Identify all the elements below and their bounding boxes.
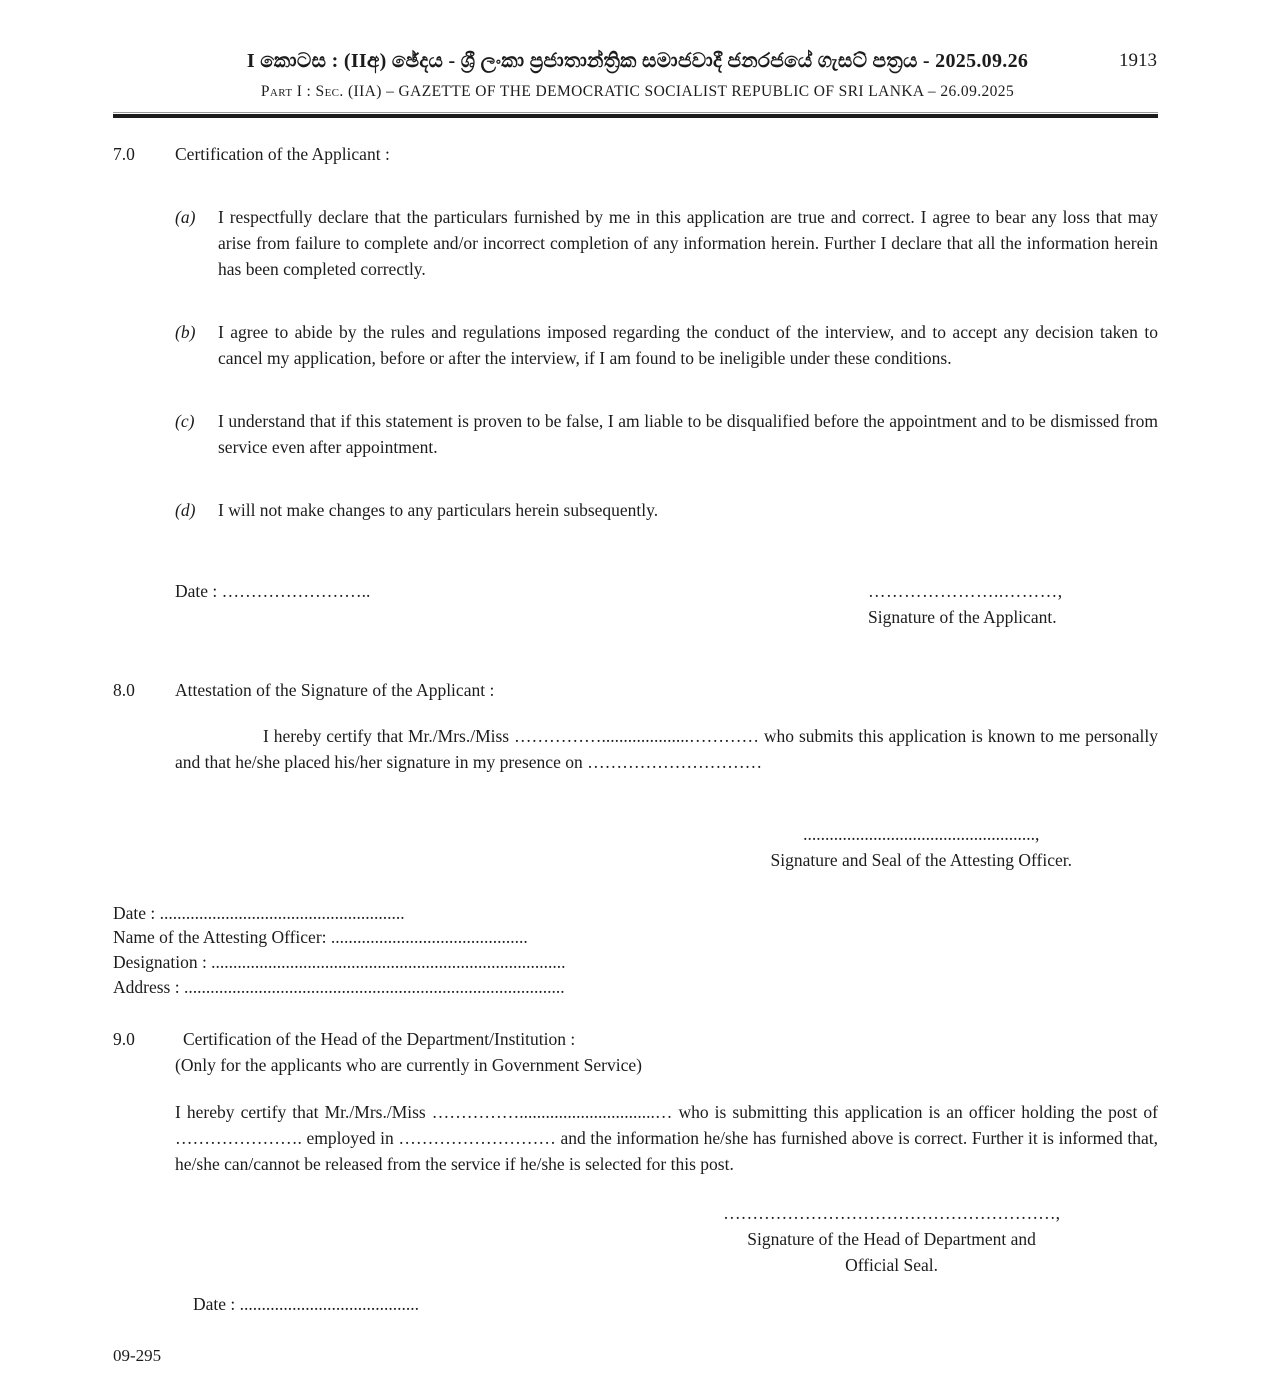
page-number: 1913	[1119, 50, 1157, 71]
document-body	[113, 141, 1158, 1317]
gazette-notice-number: 09-295	[113, 1345, 162, 1365]
head-of-department-signature-block	[723, 1200, 1060, 1278]
attesting-officer-signature-caption: Signature and Seal of the Attesting Officer.	[770, 849, 1072, 870]
attesting-officer-name-field: Name of the Attesting Officer: .............................................	[113, 927, 528, 948]
section-9-number: 9.0	[113, 1028, 135, 1049]
item-c-text: I understand that if this statement is proven to be false, I am liable to be disqualified before the appointment and to be dismissed from service even after appointment.	[218, 410, 1158, 457]
applicant-signature-line: …………………..………,	[868, 580, 1063, 601]
gazette-title-sinhala: I කොටස : (IIඅ) ඡේදය - ශ්‍රී ලංකා ප්‍රජාතාන්ත්‍රික සමාජවාදී ජනරජයේ ගැසට් පත්‍රය - 2025.09.26	[246, 50, 1029, 72]
head-date-field: Date : .........................................	[193, 1293, 420, 1314]
attesting-date-field: Date : ........................................................	[113, 902, 405, 923]
head-signature-caption-line2: Official Seal.	[845, 1254, 939, 1275]
gazette-title-english: Part I : Sec. (IIA) – GAZETTE OF THE DEMOCRATIC SOCIALIST REPUBLIC OF SRI LANKA – 26.09.2025	[260, 83, 1015, 100]
attestation-paragraph: I hereby certify that Mr./Mrs./Miss ……………....................………… who submits this application is known to me personally and that he/she placed his/her signature in my presence on …………………………	[175, 725, 1158, 772]
declaration-item-c	[175, 408, 1158, 460]
declaration-item-d	[175, 497, 1158, 523]
attesting-officer-address-field: Address : .......................................................................................	[113, 976, 565, 997]
section-9-heading	[113, 1026, 1158, 1052]
header-divider-thin-line	[113, 112, 1158, 113]
applicant-date-field: Date : ……………………..	[175, 580, 371, 601]
applicant-signature-caption: Signature of the Applicant.	[868, 606, 1057, 627]
section-9-subtitle: (Only for the applicants who are currently in Government Service)	[175, 1054, 642, 1075]
item-c-label: (c)	[175, 410, 195, 431]
section-7-heading	[113, 141, 1158, 167]
item-a-label: (a)	[175, 206, 196, 227]
declaration-item-b	[175, 319, 1158, 371]
head-of-department-paragraph: I hereby certify that Mr./Mrs./Miss ……………...............................… who is submitting this application is an officer holding the post of …………………. employed in ……………………… and the information he/she has furnished above is correct. Further it is informed that, he/she can/cannot be released from the service if he/she is selected for this post.	[175, 1101, 1158, 1174]
section-8-heading	[113, 677, 1158, 703]
section-8-title: Attestation of the Signature of the Applicant :	[175, 679, 495, 700]
section-8-number: 8.0	[113, 679, 135, 700]
section-7-title: Certification of the Applicant :	[175, 143, 390, 164]
section-9-title: Certification of the Head of the Department/Institution :	[183, 1028, 576, 1049]
attesting-officer-signature-line: .....................................................,	[803, 823, 1040, 844]
section-7-number: 7.0	[113, 143, 135, 164]
item-b-label: (b)	[175, 321, 196, 342]
attesting-officer-designation-field: Designation : .................................................................................	[113, 952, 566, 973]
item-b-text: I agree to abide by the rules and regulations imposed regarding the conduct of the interview, and to accept any decision taken to cancel my application, before or after the interview, if I am found to be ineligible under these conditions.	[218, 321, 1158, 368]
header-divider-thick-line	[113, 114, 1158, 118]
applicant-date-signature-row	[175, 578, 1158, 630]
header-titles	[0, 48, 1275, 105]
head-signature-caption-line1: Signature of the Head of Department and	[747, 1228, 1036, 1249]
item-a-text: I respectfully declare that the particulars furnished by me in this application are true and correct. I agree to bear any loss that may arise from failure to complete and/or incorrect completion of any information herein. Further I declare that all the information herein has been completed correctly.	[218, 206, 1158, 279]
attesting-officer-signature-block	[771, 821, 1072, 873]
head-signature-line: …………………………………………………,	[723, 1202, 1060, 1223]
item-d-label: (d)	[175, 499, 196, 520]
applicant-signature-block	[868, 578, 1096, 630]
header-divider	[113, 112, 1158, 118]
page-header	[0, 0, 1275, 118]
declaration-item-a	[175, 204, 1158, 282]
attesting-officer-fields	[113, 901, 1158, 1000]
item-d-text: I will not make changes to any particulars herein subsequently.	[218, 499, 659, 520]
